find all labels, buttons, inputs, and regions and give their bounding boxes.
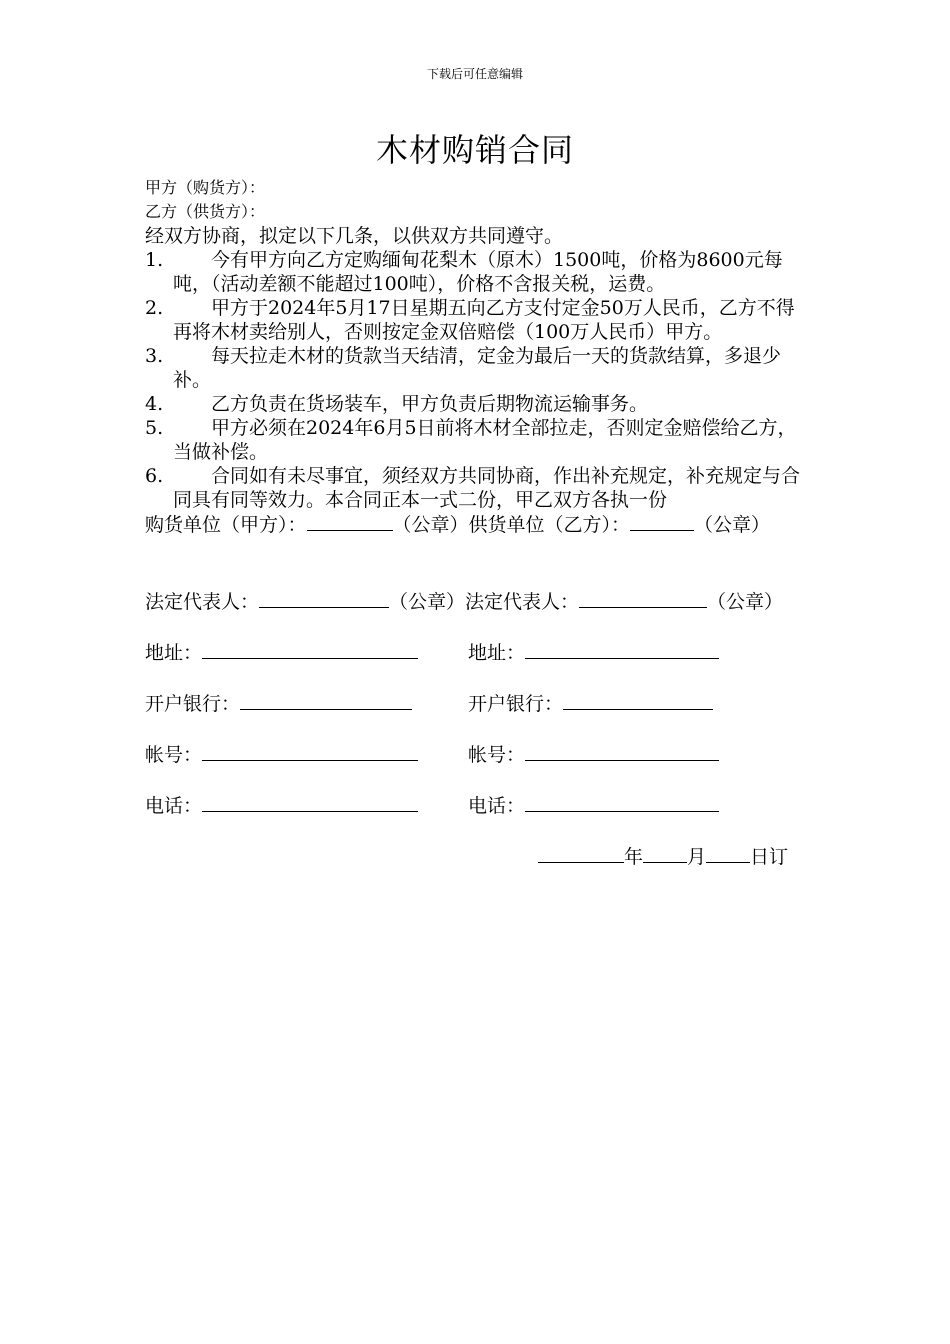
clause-text: 甲方必须在2024年6月5日前将木材全部拉走，否则定金赔偿给乙方，当做补偿。	[173, 417, 797, 463]
buyer-bank-label: 开户银行：	[145, 693, 241, 715]
buyer-legal-rep-blank[interactable]	[259, 589, 389, 608]
clause-text: 每天拉走木材的货款当天结清，定金为最后一天的货款结算，多退少补。	[173, 345, 782, 391]
legal-rep-line	[145, 589, 810, 614]
buyer-unit-blank[interactable]	[307, 512, 393, 531]
clause-text: 今有甲方向乙方定购缅甸花梨木（原木）1500吨，价格为8600元每吨，（活动差额不能超过100吨），价格不含报关税，运费。	[173, 249, 783, 295]
seal-label: （公章）	[389, 591, 466, 613]
clause-item	[145, 464, 810, 512]
seller-bank-blank[interactable]	[563, 691, 713, 710]
seller-legal-rep-blank[interactable]	[579, 589, 707, 608]
seller-legal-rep-label: 法定代表人：	[465, 591, 580, 613]
clause-item	[145, 416, 810, 464]
buyer-phone-label: 电话：	[145, 795, 203, 817]
clause-number: 3.	[145, 345, 164, 367]
seal-label: （公章）	[694, 514, 771, 536]
clause-number: 6.	[145, 465, 164, 487]
contract-title: 木材购销合同	[375, 131, 574, 169]
signing-date-line	[145, 844, 810, 869]
clause-number: 4.	[145, 393, 164, 415]
clause-item	[145, 248, 810, 296]
signature-unit-line	[145, 512, 810, 537]
year-label: 年	[623, 846, 643, 868]
seller-unit-blank[interactable]	[630, 512, 694, 531]
seller-address-label: 地址：	[468, 642, 526, 664]
buyer-account-blank[interactable]	[202, 742, 418, 761]
clause-item	[145, 296, 810, 344]
clause-item	[145, 344, 810, 392]
clause-number: 1.	[145, 249, 164, 271]
seller-account-label: 帐号：	[468, 744, 526, 766]
buyer-party-line: 甲方（购货方）：	[145, 178, 266, 197]
seller-phone-label: 电话：	[468, 795, 526, 817]
contract-body	[145, 176, 810, 869]
buyer-phone-blank[interactable]	[202, 793, 418, 812]
seller-phone-blank[interactable]	[525, 793, 719, 812]
clause-item	[145, 392, 810, 416]
seller-party-line: 乙方（供货方）：	[145, 202, 266, 221]
buyer-address-label: 地址：	[145, 642, 203, 664]
buyer-address-blank[interactable]	[202, 640, 418, 659]
intro-paragraph: 经双方协商，拟定以下几条，以供双方共同遵守。	[145, 225, 564, 247]
seller-unit-label: 供货单位（乙方）：	[468, 514, 631, 536]
clause-text: 乙方负责在货场装车，甲方负责后期物流运输事务。	[211, 393, 649, 415]
seller-bank-label: 开户银行：	[468, 693, 564, 715]
clause-text: 甲方于2024年5月17日星期五向乙方支付定金50万人民币，乙方不得再将木材卖给别人，否则按定金双倍赔偿（100万人民币）甲方。	[173, 297, 795, 343]
day-blank[interactable]	[706, 844, 750, 863]
clause-number: 2.	[145, 297, 164, 319]
account-row	[145, 742, 810, 767]
month-blank[interactable]	[643, 844, 687, 863]
year-blank[interactable]	[538, 844, 624, 863]
month-label: 月	[686, 846, 706, 868]
seal-label: （公章）	[707, 591, 784, 613]
buyer-legal-rep-label: 法定代表人：	[145, 591, 260, 613]
seal-label: （公章）	[392, 514, 469, 536]
day-label: 日订	[749, 846, 788, 868]
bank-row	[145, 691, 810, 716]
seller-address-blank[interactable]	[525, 640, 719, 659]
address-row	[145, 640, 810, 665]
seller-account-blank[interactable]	[525, 742, 719, 761]
buyer-bank-blank[interactable]	[240, 691, 412, 710]
buyer-account-label: 帐号：	[145, 744, 203, 766]
clause-number: 5.	[145, 417, 164, 439]
buyer-unit-label: 购货单位（甲方）：	[145, 514, 307, 536]
phone-row	[145, 793, 810, 818]
page-header-note: 下载后可任意编辑	[426, 67, 523, 81]
clause-text: 合同如有未尽事宜，须经双方共同协商，作出补充规定，补充规定与合同具有同等效力。本合同正本一式二份，甲乙双方各执一份	[173, 465, 801, 511]
clause-list	[145, 248, 810, 512]
